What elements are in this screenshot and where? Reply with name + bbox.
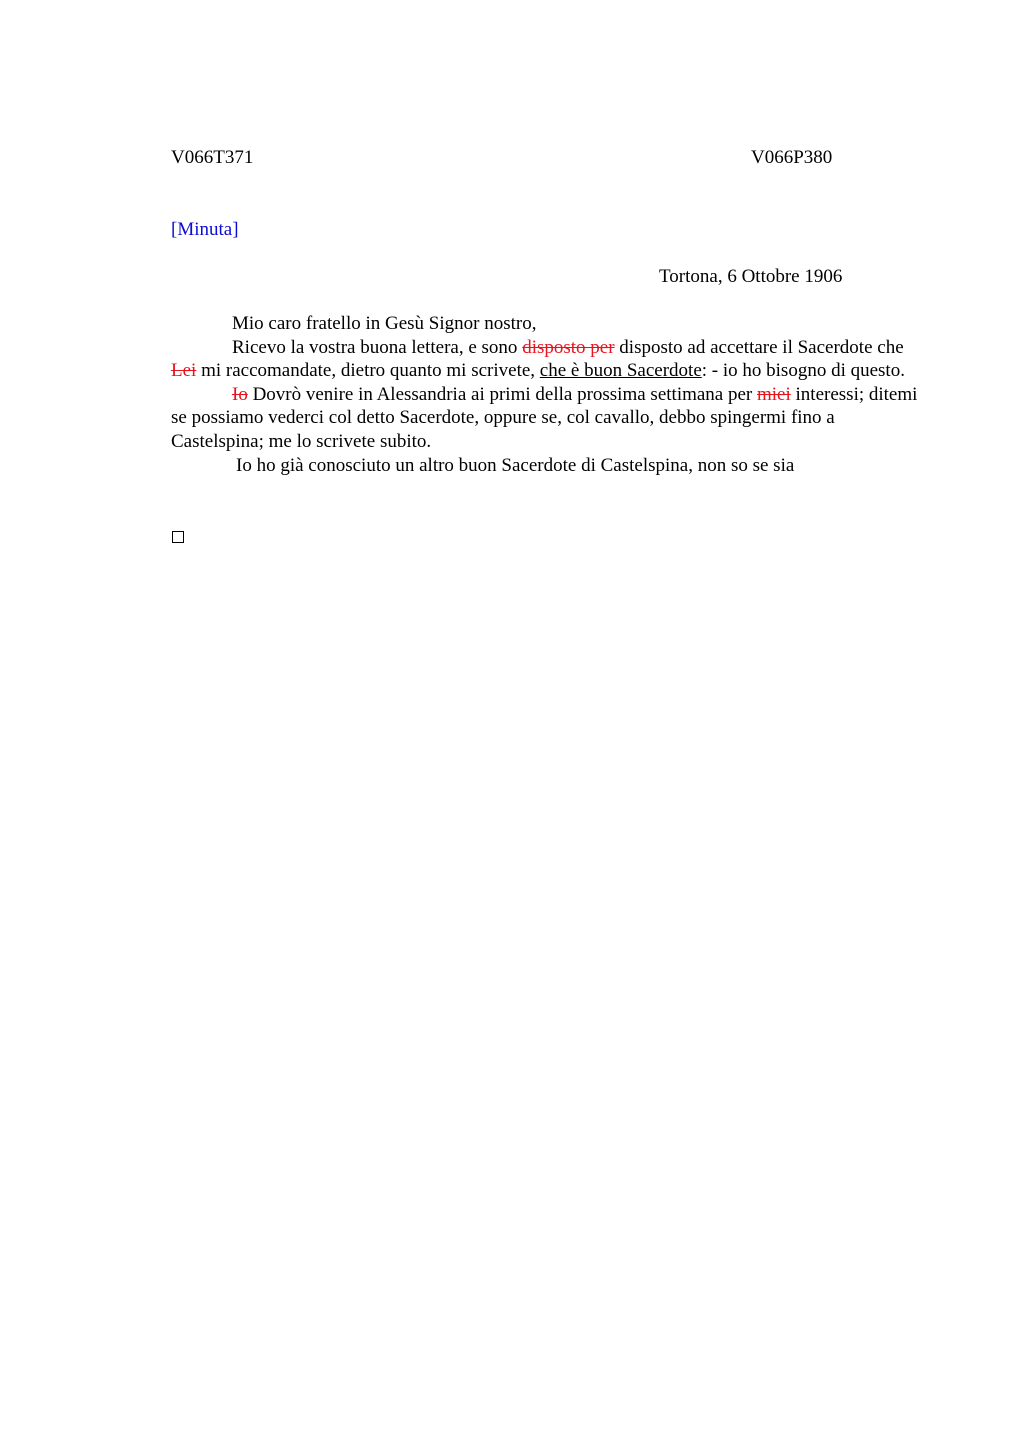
- end-marker-box: [172, 531, 184, 543]
- deleted-text: Lei: [171, 360, 197, 382]
- deleted-text: Io: [232, 383, 248, 405]
- deleted-text: disposto per: [522, 336, 615, 358]
- paragraph-1-text-1: Ricevo la vostra buona lettera, e sono: [232, 336, 523, 358]
- draft-label: [Minuta]: [171, 219, 239, 240]
- paragraph-2-text-2: interessi; ditemi se possiamo vederci col detto Sacerdote, oppure se, col cavallo, debbo spingermi fino a Castelspina; me lo scrivete subito.: [171, 383, 918, 452]
- document-reference-right: V066P380: [751, 147, 833, 168]
- paragraph-1: [171, 336, 923, 383]
- paragraph-1-text-4: : - io ho bisogno di questo.: [701, 360, 905, 382]
- underlined-text: che è buon Sacerdote: [539, 360, 702, 382]
- paragraph-2: [171, 383, 923, 454]
- paragraph-1-text-2: disposto ad accettare il Sacerdote che: [614, 336, 904, 358]
- document-reference-left: V066T371: [171, 147, 254, 168]
- paragraph-3: Io ho già conosciuto un altro buon Sacerdote di Castelspina, non so se sia: [236, 454, 795, 476]
- deleted-text: miei: [757, 383, 791, 405]
- paragraph-1-text-3: mi raccomandate, dietro quanto mi scrivete,: [196, 360, 540, 382]
- dateline: Tortona, 6 Ottobre 1906: [659, 266, 843, 287]
- salutation: Mio caro fratello in Gesù Signor nostro,: [232, 313, 537, 334]
- paragraph-2-text-1: Dovrò venire in Alessandria ai primi della prossima settimana per: [247, 383, 757, 405]
- letter-body: [171, 312, 923, 477]
